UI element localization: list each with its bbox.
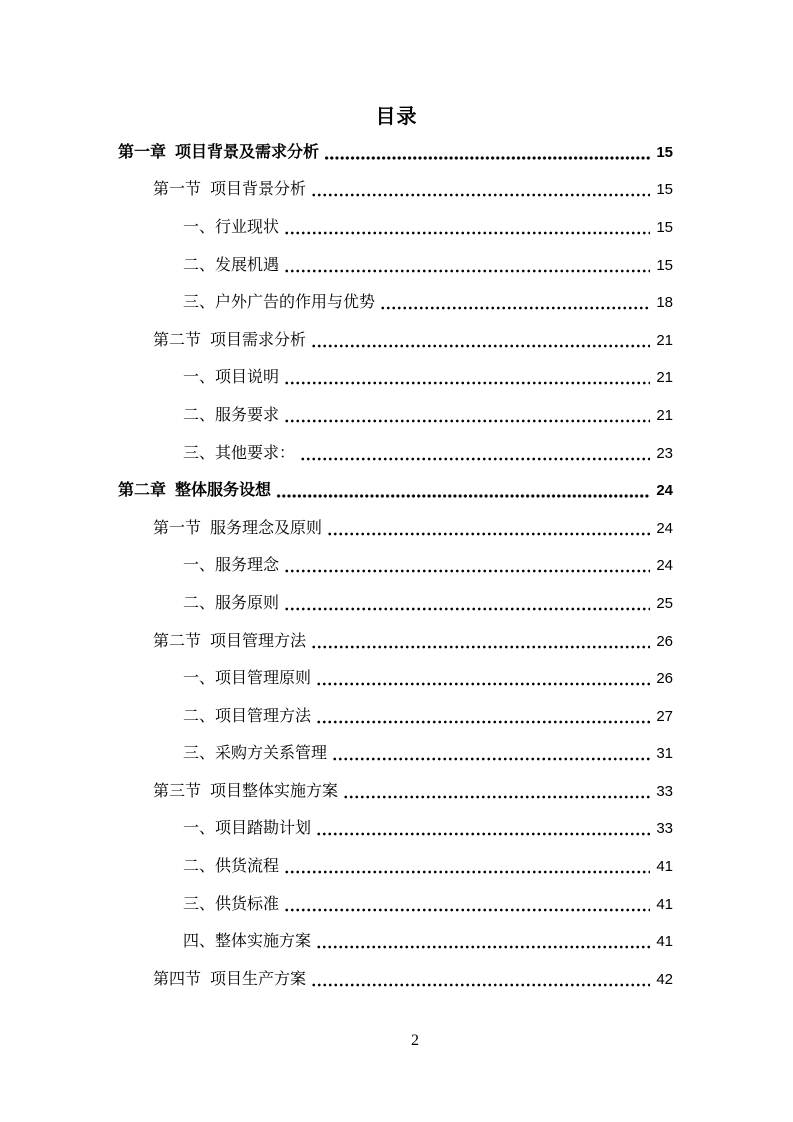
toc-entry-page-number: 24 [656,482,673,500]
toc-entry-label: 第一章 项目背景及需求分析 [118,143,320,161]
dot-leader [284,607,650,611]
toc-entry[interactable] [118,736,673,774]
toc-entry-label: 第一节 服务理念及原则 [153,519,323,537]
dot-leader [324,156,650,160]
toc-entry-page-number: 31 [656,745,673,763]
toc-entry[interactable] [118,435,673,473]
toc-entry[interactable] [118,660,673,698]
toc-entry-label: 二、供货流程 [183,858,280,876]
toc-entry[interactable] [118,172,673,210]
toc-entry-page-number: 26 [656,670,673,688]
toc-entry-page-number: 23 [656,444,673,462]
toc-entry[interactable] [118,585,673,623]
dot-leader [284,870,650,874]
dot-leader [327,532,650,536]
page-number: 2 [411,1032,419,1049]
toc-entry[interactable] [118,773,673,811]
toc-entry[interactable] [118,247,673,285]
toc-entry-label: 一、项目管理原则 [183,670,312,688]
dot-leader [284,419,650,423]
dot-leader [284,269,650,273]
toc-entry[interactable] [118,134,673,172]
toc-entry[interactable] [118,548,673,586]
toc-entry[interactable] [118,322,673,360]
toc-entry[interactable] [118,923,673,961]
toc-entry-page-number: 27 [656,707,673,725]
toc-entry[interactable] [118,510,673,548]
toc-entry[interactable] [118,848,673,886]
toc-entry-label: 二、服务要求 [183,406,280,424]
dot-leader [300,457,650,461]
toc-entry-label: 第三节 项目整体实施方案 [153,782,339,800]
dot-leader [276,494,650,498]
toc-entry-label: 第二节 项目管理方法 [153,632,307,650]
toc-entry[interactable] [118,698,673,736]
dot-leader [316,720,650,724]
toc-entry-label: 三、户外广告的作用与优势 [183,294,376,312]
toc-entry[interactable] [118,886,673,924]
page-title: 目录 [375,106,418,128]
table-of-contents [118,134,673,999]
toc-entry[interactable] [118,284,673,322]
dot-leader [284,231,650,235]
toc-entry-page-number: 33 [656,820,673,838]
toc-entry-page-number: 33 [656,782,673,800]
toc-entry-page-number: 26 [656,632,673,650]
dot-leader [380,306,650,310]
toc-entry-label: 四、整体实施方案 [183,933,312,951]
toc-entry-page-number: 21 [656,406,673,424]
toc-entry-label: 一、项目踏勘计划 [183,820,312,838]
toc-entry-page-number: 21 [656,331,673,349]
toc-entry-label: 一、服务理念 [183,557,280,575]
dot-leader [343,795,650,799]
toc-entry-page-number: 24 [656,557,673,575]
toc-entry-page-number: 15 [656,143,673,161]
toc-entry[interactable] [118,360,673,398]
toc-entry[interactable] [118,472,673,510]
toc-entry-page-number: 41 [656,895,673,913]
toc-entry-label: 二、发展机遇 [183,256,280,274]
dot-leader [311,344,650,348]
toc-entry-label: 三、其他要求： [183,444,296,462]
dot-leader [311,193,650,197]
dot-leader [316,832,650,836]
toc-entry[interactable] [118,623,673,661]
toc-entry-label: 二、服务原则 [183,594,280,612]
toc-entry-page-number: 18 [656,294,673,312]
toc-entry[interactable] [118,209,673,247]
toc-entry[interactable] [118,961,673,999]
dot-leader [316,682,650,686]
toc-entry-label: 第四节 项目生产方案 [153,970,307,988]
toc-entry-page-number: 21 [656,369,673,387]
toc-entry-page-number: 24 [656,519,673,537]
toc-entry-label: 第一节 项目背景分析 [153,181,307,199]
dot-leader [332,757,650,761]
toc-entry-page-number: 41 [656,858,673,876]
toc-entry-label: 第二章 整体服务设想 [118,482,272,500]
toc-entry-page-number: 15 [656,256,673,274]
dot-leader [311,645,650,649]
toc-entry-label: 三、采购方关系管理 [183,745,328,763]
toc-entry[interactable] [118,811,673,849]
toc-entry-page-number: 15 [656,181,673,199]
dot-leader [284,381,650,385]
toc-entry-label: 一、行业现状 [183,218,280,236]
toc-entry-page-number: 41 [656,933,673,951]
toc-entry-label: 一、项目说明 [183,369,280,387]
toc-entry-page-number: 15 [656,218,673,236]
dot-leader [311,983,650,987]
toc-entry-label: 第二节 项目需求分析 [153,331,307,349]
toc-entry[interactable] [118,397,673,435]
dot-leader [284,908,650,912]
toc-entry-page-number: 25 [656,594,673,612]
toc-entry-label: 二、项目管理方法 [183,707,312,725]
toc-entry-label: 三、供货标准 [183,895,280,913]
dot-leader [284,569,650,573]
dot-leader [316,945,650,949]
toc-entry-page-number: 42 [656,970,673,988]
